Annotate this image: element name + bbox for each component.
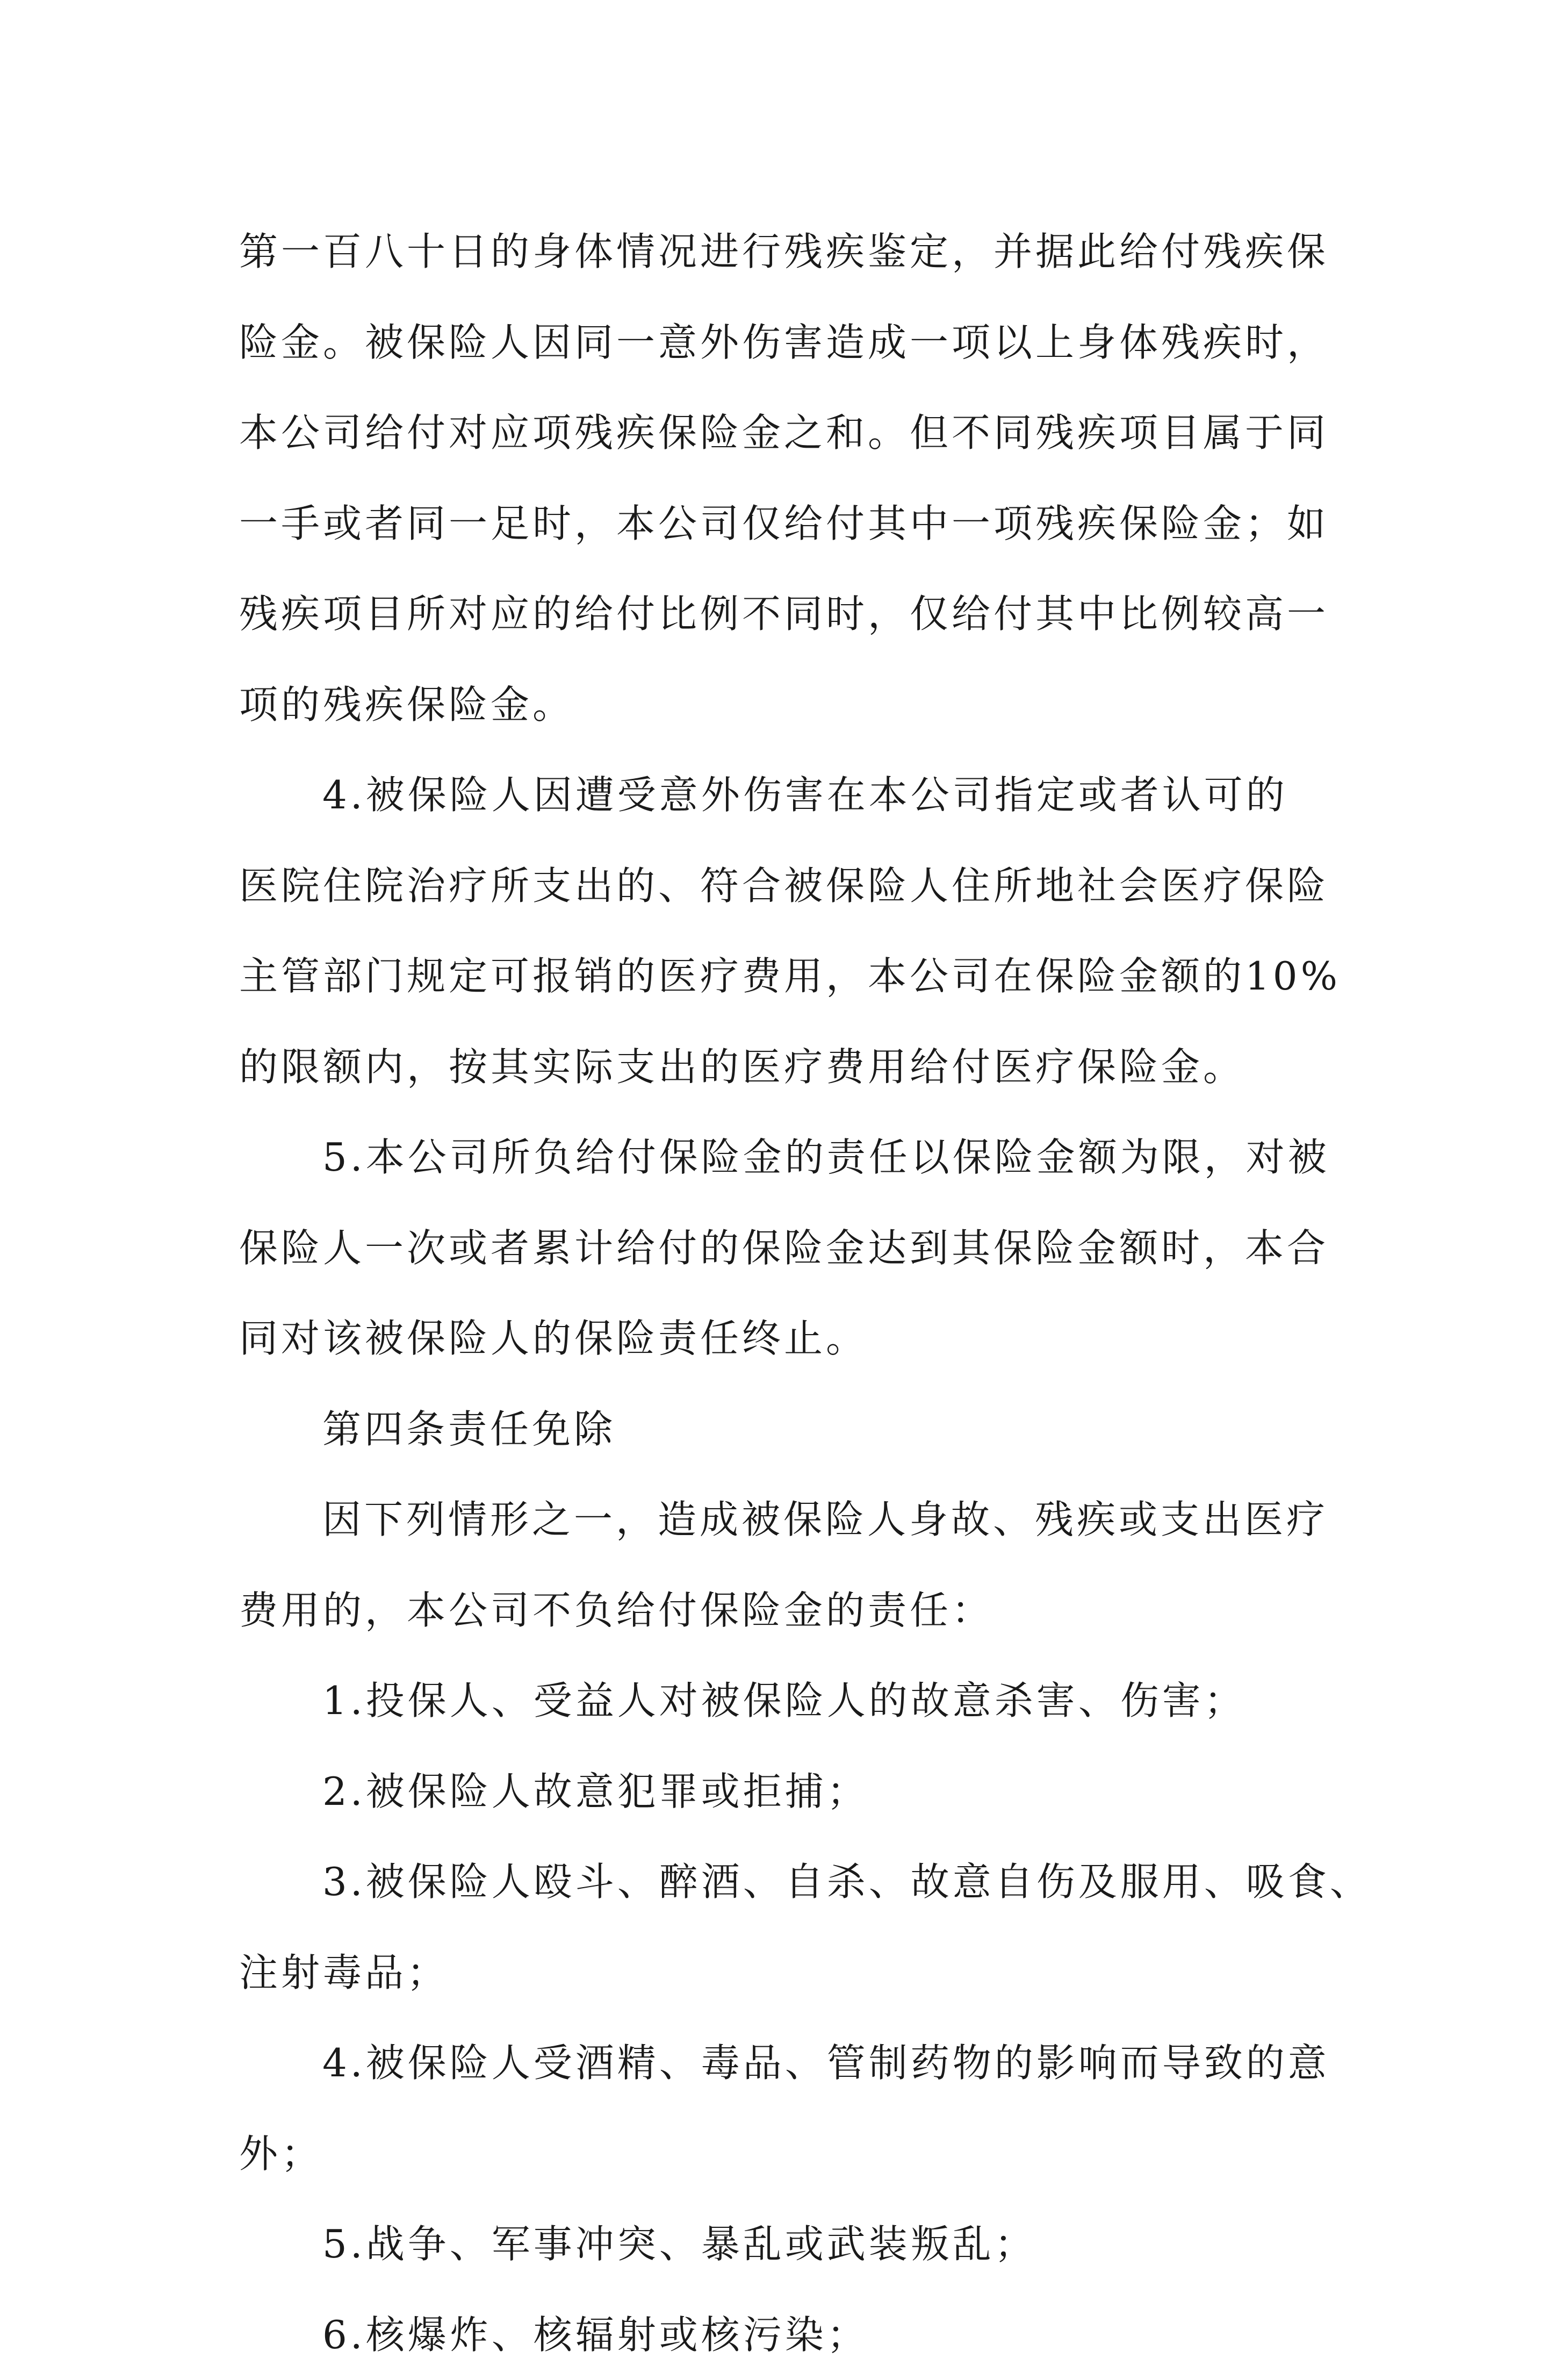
- text-line: 的限额内，按其实际支出的医疗费用给付医疗保险金。: [239, 1022, 1355, 1113]
- paragraph-start-line: 4.被保险人因遭受意外伤害在本公司指定或者认可的: [239, 750, 1355, 841]
- document-body: [239, 206, 1355, 2380]
- text-line: 残疾项目所对应的给付比例不同时，仅给付其中比例较高一: [239, 569, 1355, 659]
- text-line: 险金。被保险人因同一意外伤害造成一项以上身体残疾时，: [239, 297, 1355, 388]
- text-line: 主管部门规定可报销的医疗费用，本公司在保险金额的10%: [239, 931, 1355, 1022]
- list-item: 1.投保人、受益人对被保险人的故意杀害、伤害；: [239, 1655, 1355, 1746]
- list-item: 3.被保险人殴斗、醉酒、自杀、故意自伤及服用、吸食、: [239, 1837, 1355, 1927]
- list-item: 2.被保险人故意犯罪或拒捕；: [239, 1746, 1355, 1837]
- text-line: 一手或者同一足时，本公司仅给付其中一项残疾保险金；如: [239, 478, 1355, 569]
- text-line: 费用的，本公司不负给付保险金的责任：: [239, 1565, 1355, 1656]
- text-line: 项的残疾保险金。: [239, 659, 1355, 750]
- paragraph-start-line: 5.本公司所负给付保险金的责任以保险金额为限，对被: [239, 1112, 1355, 1203]
- list-item: 5.战争、军事冲突、暴乱或武装叛乱；: [239, 2199, 1355, 2290]
- text-line: 医院住院治疗所支出的、符合被保险人住所地社会医疗保险: [239, 841, 1355, 931]
- text-line: 保险人一次或者累计给付的保险金达到其保险金额时，本合: [239, 1203, 1355, 1294]
- text-line: 本公司给付对应项残疾保险金之和。但不同残疾项目属于同: [239, 388, 1355, 478]
- text-line: 注射毒品；: [239, 1927, 1355, 2018]
- paragraph-start-line: 因下列情形之一，造成被保险人身故、残疾或支出医疗: [239, 1474, 1355, 1565]
- list-item: 6.核爆炸、核辐射或核污染；: [239, 2290, 1355, 2380]
- text-line: 同对该被保险人的保险责任终止。: [239, 1293, 1355, 1384]
- text-line: 外；: [239, 2109, 1355, 2199]
- list-item: 4.被保险人受酒精、毒品、管制药物的影响而导致的意: [239, 2018, 1355, 2109]
- text-line: 第一百八十日的身体情况进行残疾鉴定，并据此给付残疾保: [239, 206, 1355, 297]
- section-heading: 第四条责任免除: [239, 1384, 1355, 1475]
